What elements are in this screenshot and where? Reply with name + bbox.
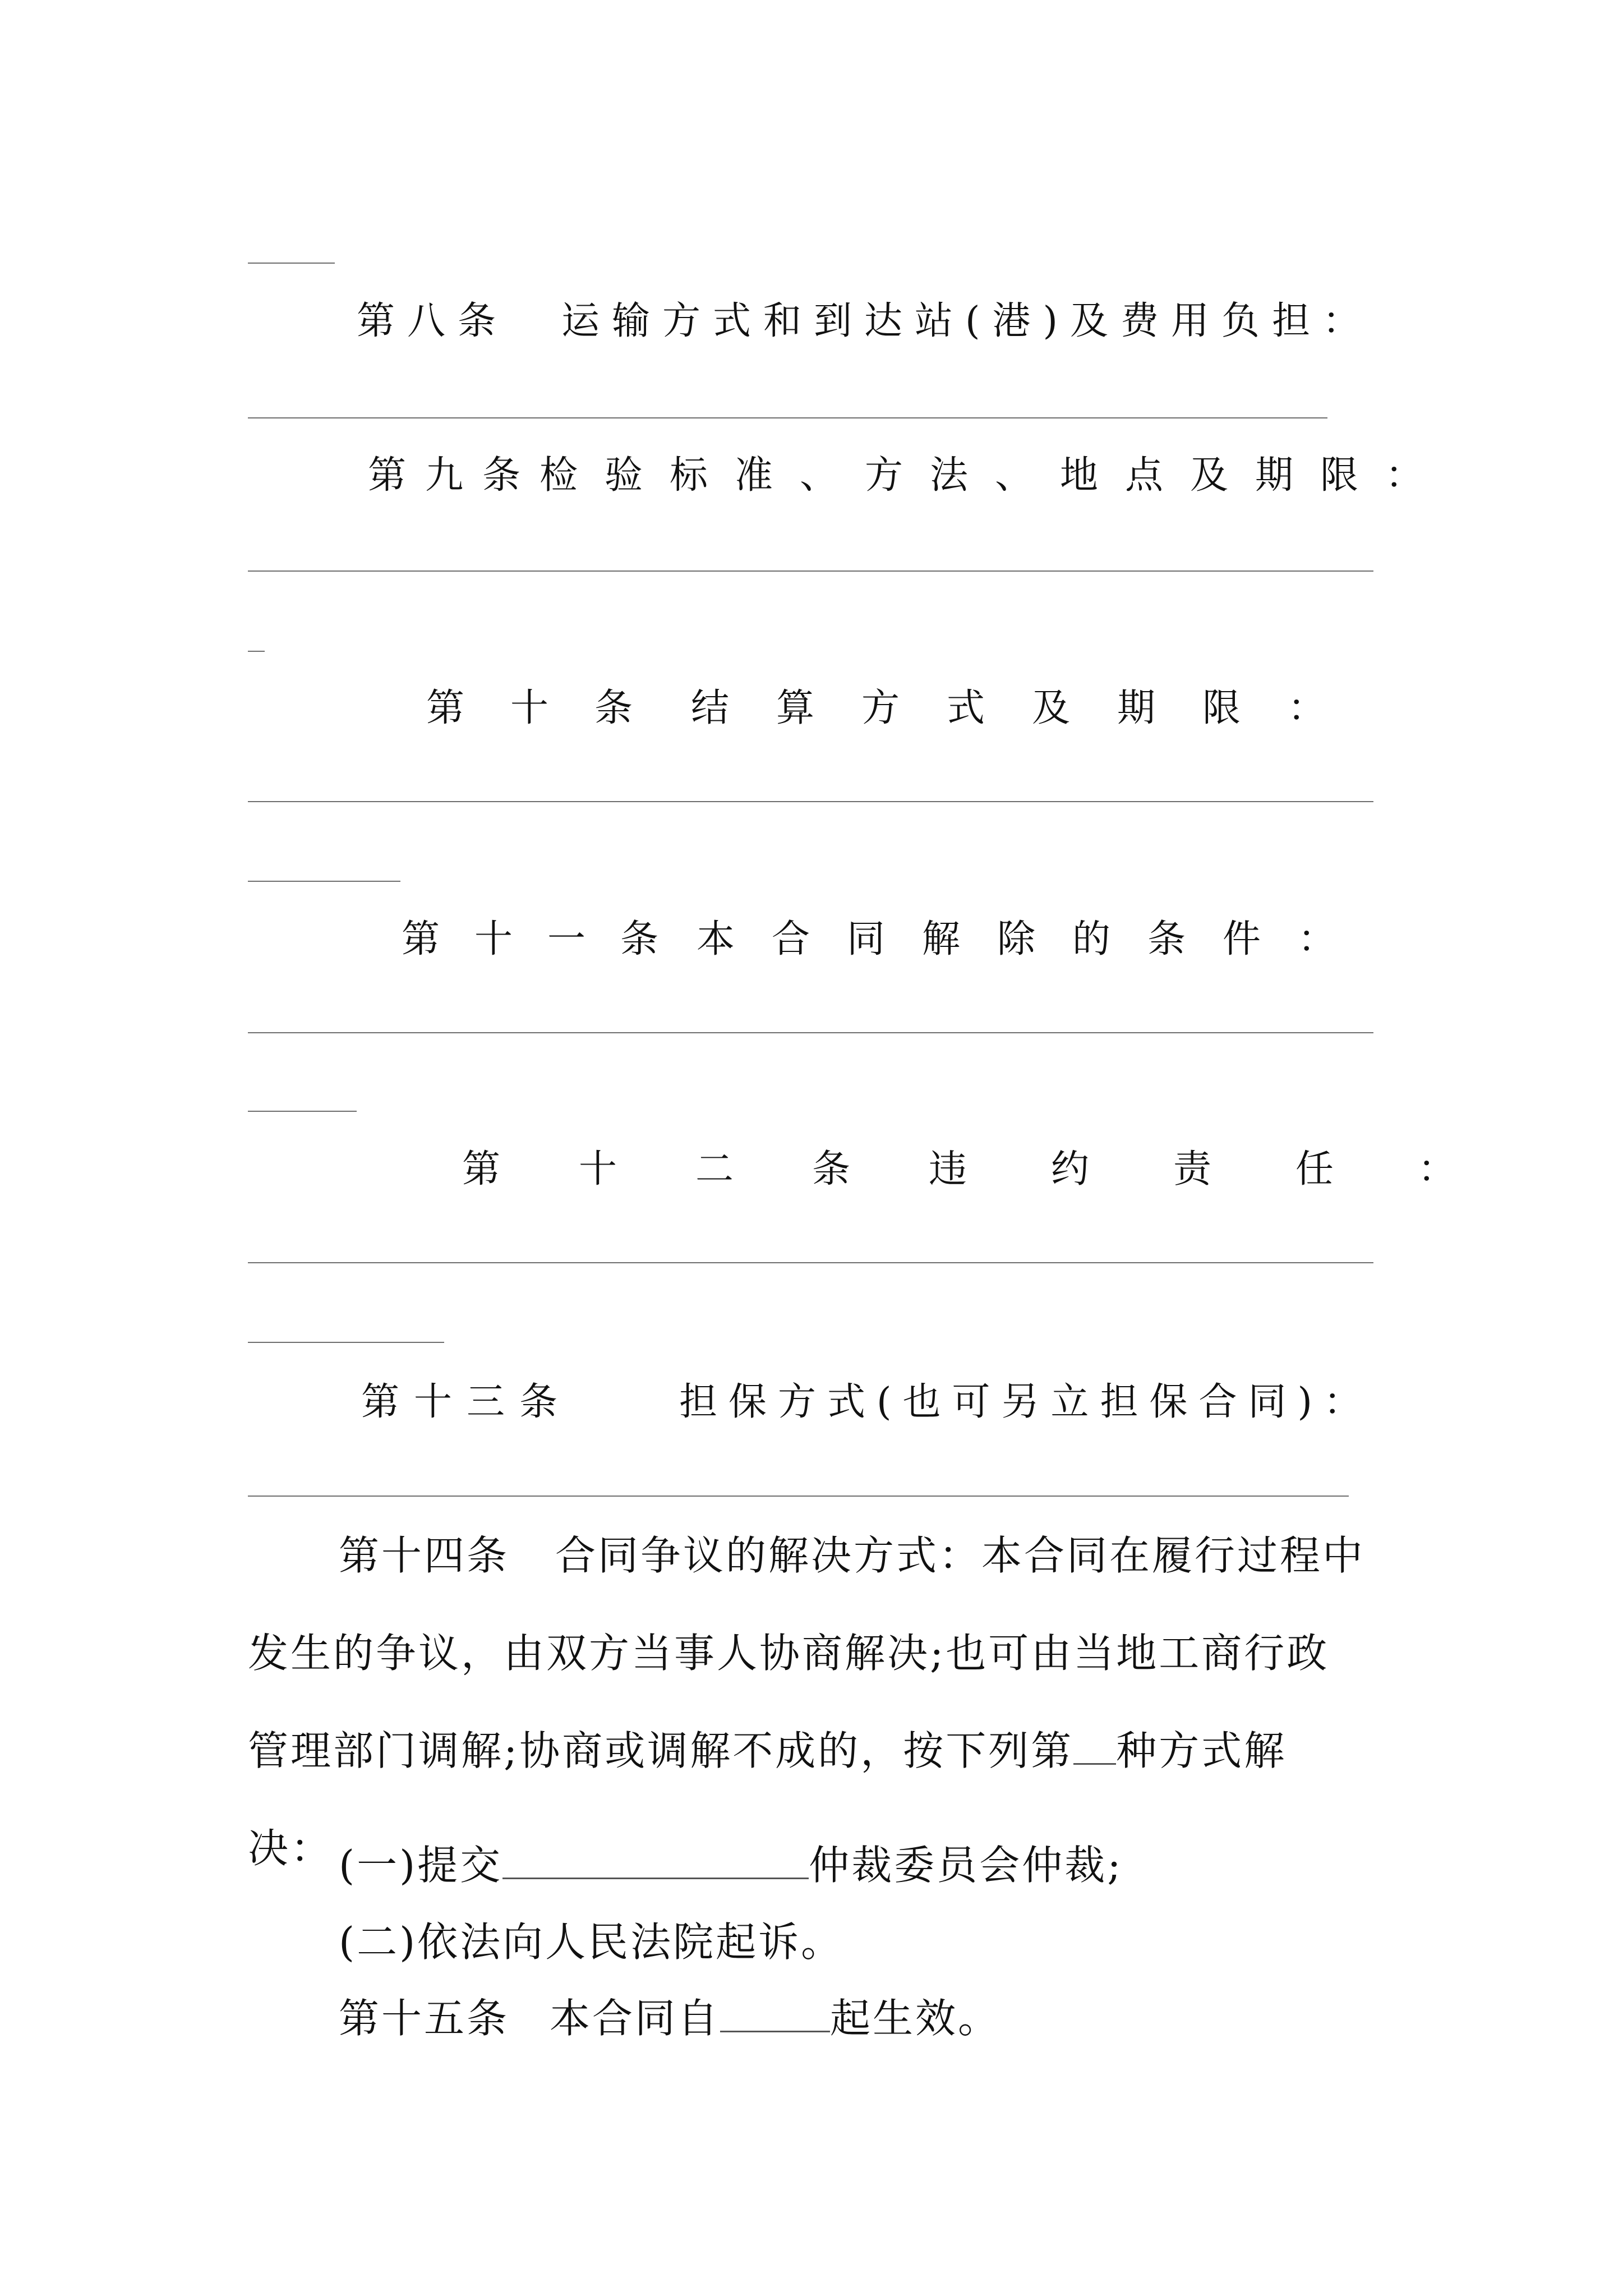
paragraph-text: 决： <box>248 1825 334 1872</box>
article-label: 第十条 <box>426 686 679 730</box>
article-text: 合同争议的解决方式：本合同在履行过程中 <box>555 1532 1366 1579</box>
paragraph-line <box>248 1628 1392 1678</box>
option-text: (二)依法向人民法院起诉。 <box>339 1918 844 1966</box>
article-text: 违约责任： <box>929 1147 1541 1191</box>
blank-line <box>248 1032 1373 1033</box>
paragraph-line <box>248 1726 1392 1776</box>
article-text: 担保方式(也可另立担保合同)： <box>679 1380 1373 1424</box>
blank-line <box>248 417 1327 418</box>
article-label: 第十二条 <box>462 1147 929 1191</box>
option-arbitration <box>339 1840 1123 1890</box>
article-label: 第九条 <box>368 453 540 498</box>
paragraph-text: 发生的争议，由双方当事人协商解决;也可由当地工商行政 <box>248 1630 1330 1677</box>
option-court <box>339 1917 843 1967</box>
blank-line <box>248 570 1373 572</box>
article-13-heading <box>361 1377 1373 1428</box>
paragraph-line <box>248 1530 1392 1581</box>
option-text: 仲裁委员会仲裁; <box>809 1842 1123 1889</box>
article-11-heading <box>402 914 1373 965</box>
article-8-heading <box>357 296 1373 347</box>
article-9-heading <box>368 450 1451 501</box>
blank-line <box>248 263 335 264</box>
paragraph-text: 种方式解 <box>1116 1727 1287 1774</box>
article-label: 第十五条 <box>339 1995 510 2042</box>
effective-date-blank <box>720 2030 830 2032</box>
blank-line <box>248 1111 357 1112</box>
article-label: 第十三条 <box>361 1380 573 1424</box>
arbitration-blank <box>502 1877 809 1879</box>
article-12-heading <box>462 1144 1541 1195</box>
blank-line <box>248 801 1373 802</box>
article-text: 本合同解除的条件： <box>696 917 1373 961</box>
article-text: 运输方式和到达站(港)及费用负担： <box>561 299 1373 343</box>
article-text: 检验标准、方法、地点及期限： <box>540 453 1451 498</box>
article-15-line <box>339 1993 1000 2044</box>
article-10-heading <box>426 683 1373 734</box>
choice-blank <box>1073 1763 1116 1765</box>
paragraph-text: 管理部门调解;协商或调解不成的，按下列第 <box>248 1727 1074 1774</box>
article-text: 本合同自 <box>550 1995 721 2042</box>
article-text: 结算方式及期限： <box>690 686 1373 730</box>
blank-line <box>248 1342 444 1343</box>
blank-line <box>248 1262 1373 1263</box>
blank-line <box>248 881 400 882</box>
article-text: 起生效。 <box>830 1995 1001 2042</box>
article-label: 第十一条 <box>402 917 694 961</box>
article-label: 第十四条 <box>339 1532 510 1579</box>
blank-line <box>248 651 265 652</box>
blank-line <box>248 1496 1349 1497</box>
article-label: 第八条 <box>357 299 509 343</box>
option-text: (一)提交 <box>339 1842 503 1889</box>
